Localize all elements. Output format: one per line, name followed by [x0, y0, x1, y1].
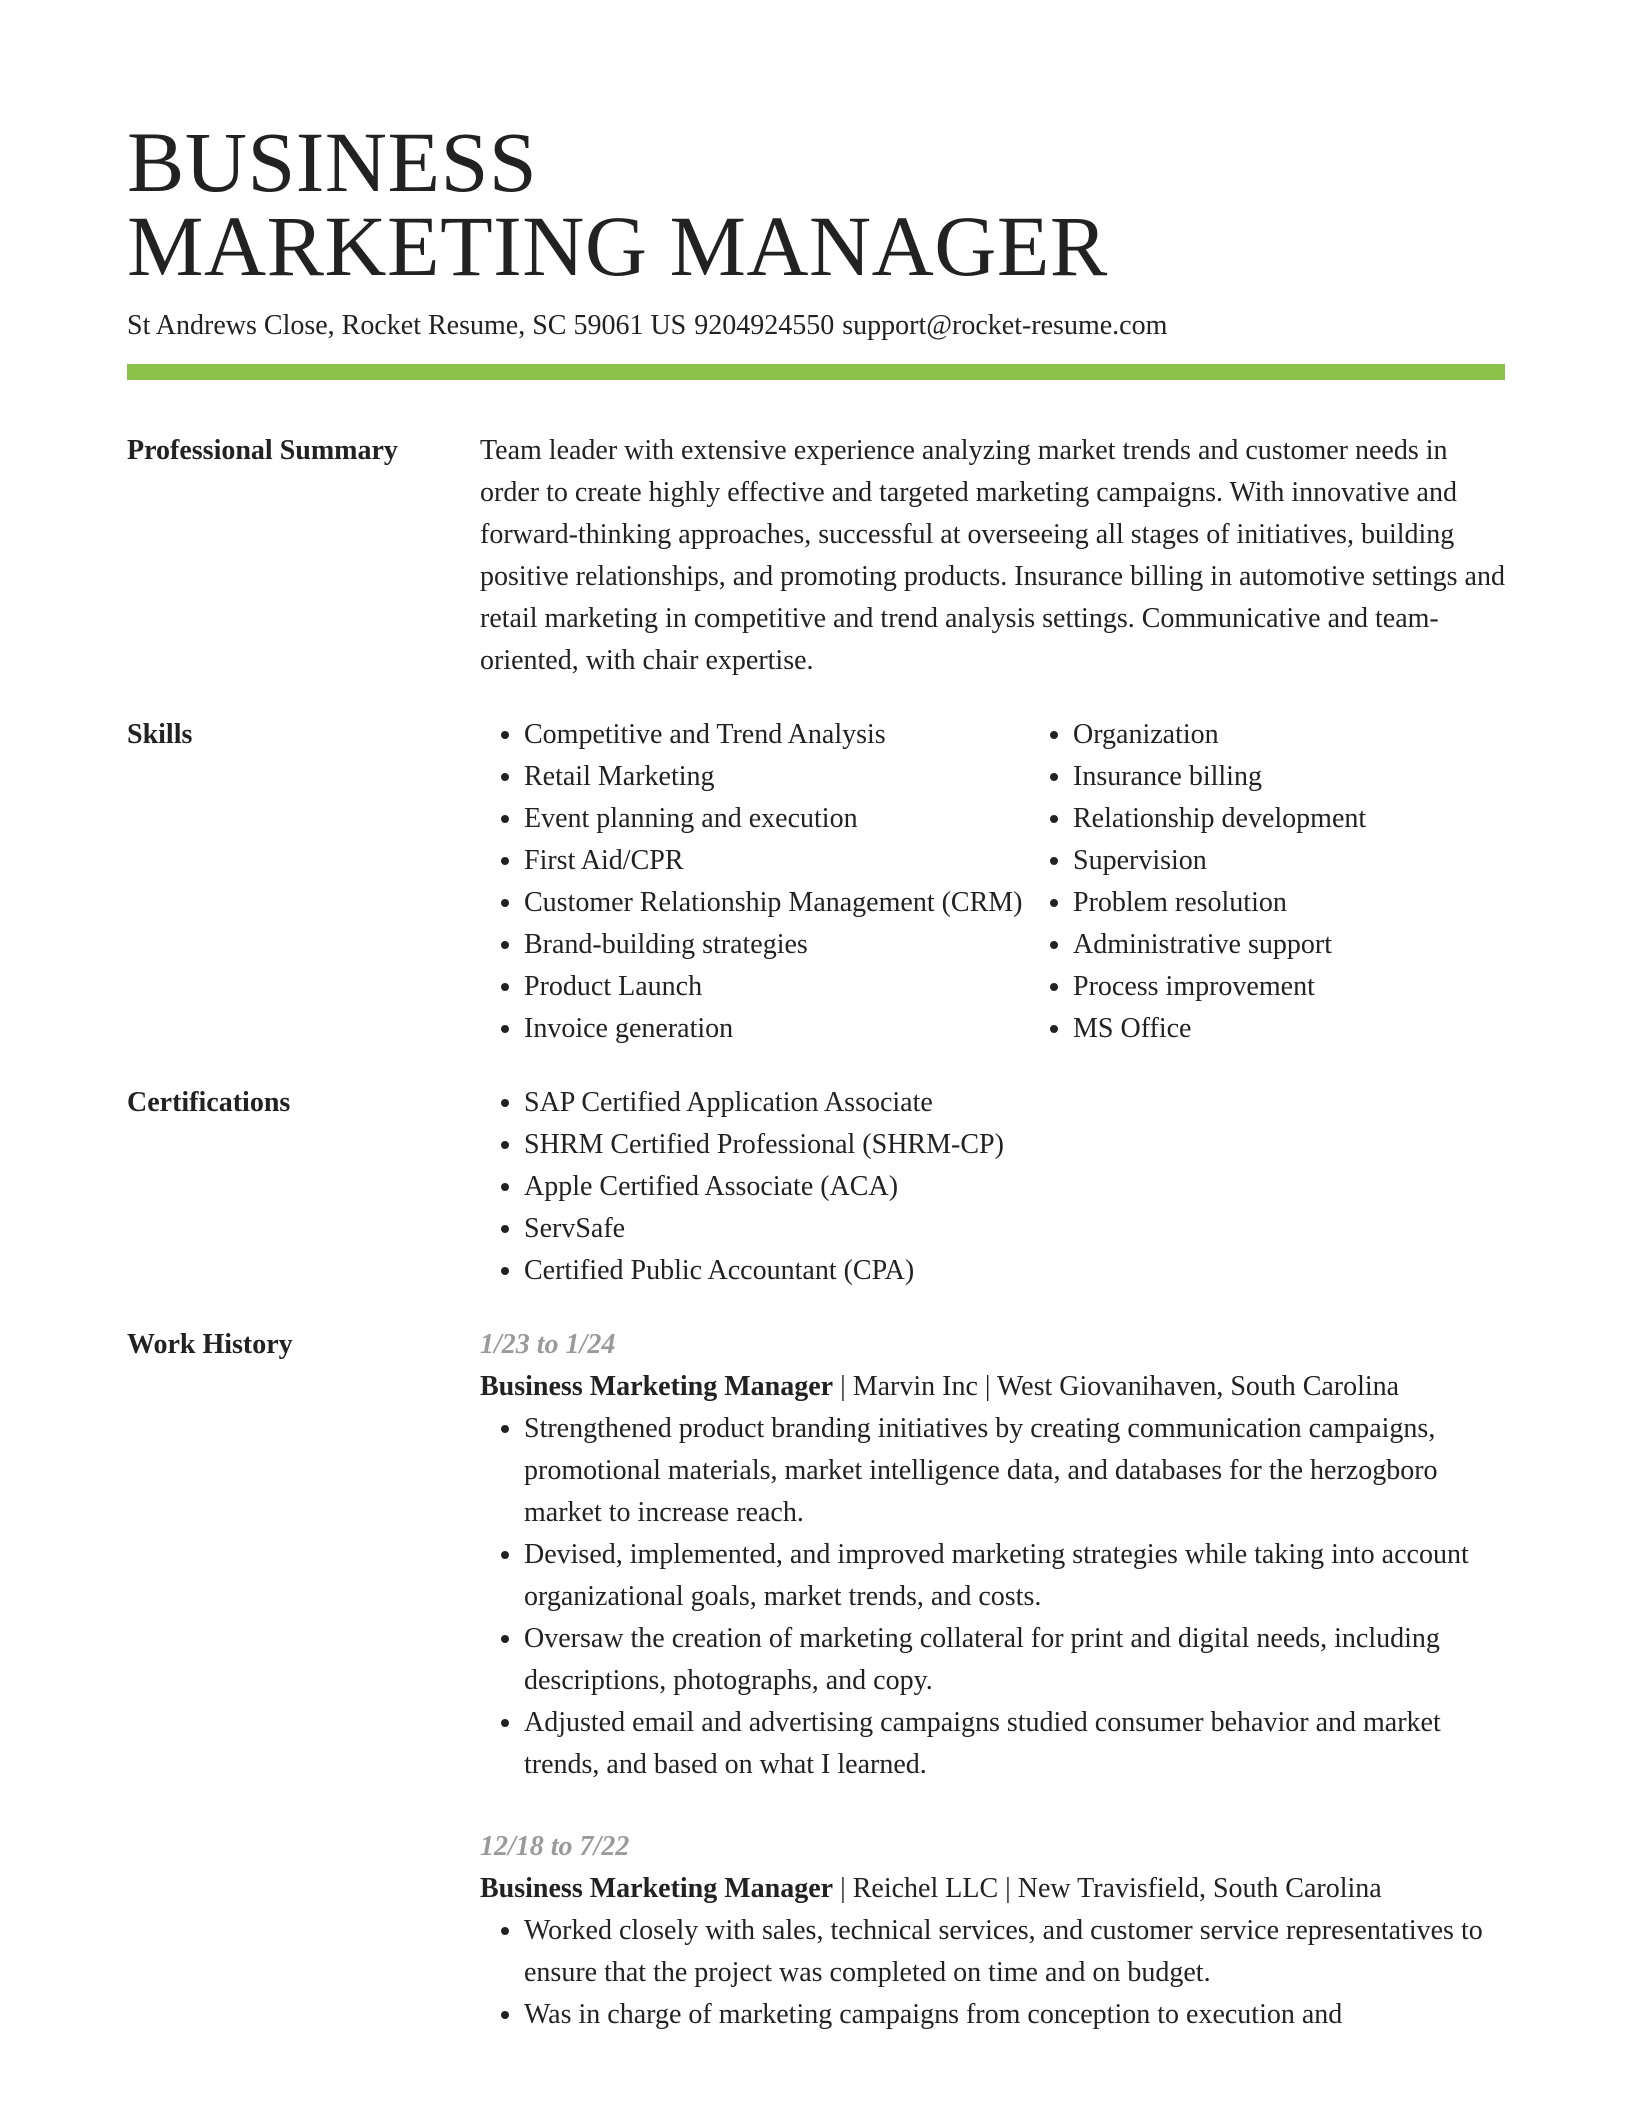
job-bullets [480, 1408, 1505, 1786]
certifications-body [480, 1082, 1505, 1292]
job-bullet: • Devised, implemented, and improved marketing strategies while taking into account organizational goals, market trends, and costs. [524, 1534, 1505, 1618]
certifications-section [127, 1082, 1505, 1292]
certification-item: • Apple Certified Associate (ACA) [524, 1166, 1505, 1208]
certification-item: • Certified Public Accountant (CPA) [524, 1250, 1505, 1292]
section-label-certifications: Certifications [127, 1087, 291, 1118]
skill-item: • Competitive and Trend Analysis [524, 714, 1029, 756]
certification-item: • SAP Certified Application Associate [524, 1082, 1505, 1124]
job-title-line [480, 1366, 1505, 1408]
contact-info [127, 308, 1505, 344]
skill-item: • Customer Relationship Management (CRM) [524, 882, 1029, 924]
summary-section [127, 430, 1505, 682]
skills-body [480, 714, 1505, 1050]
section-label-summary: Professional Summary [127, 435, 398, 466]
job-entry [480, 1324, 1505, 1786]
section-label-skills: Skills [127, 719, 193, 750]
name-line-2: MARKETING MANAGER [127, 198, 1108, 294]
resume-page [127, 114, 1505, 2076]
skill-item: • Insurance billing [1073, 756, 1505, 798]
address: St Andrews Close, Rocket Resume, SC 59061 US [127, 310, 687, 341]
job-bullets [480, 1910, 1505, 2036]
skill-item: • MS Office [1073, 1008, 1505, 1050]
summary-text: Team leader with extensive experience analyzing market trends and customer needs in order to create highly effective and targeted marketing campaigns. With innovative and forward-thinking approaches, successful at overseeing all stages of initiatives, building positive relationships, and promoting products. Insurance billing in automotive settings and retail marketing in competitive and trend analysis settings. Communicative and team-oriented, with chair expertise. [480, 435, 1505, 676]
email: support@rocket-resume.com [842, 310, 1168, 341]
section-label-work-history: Work History [127, 1329, 293, 1360]
job-bullet: • Worked closely with sales, technical services, and customer service representatives to ensure that the project was completed on time and on budget. [524, 1910, 1505, 1994]
job-dates: 1/23 to 1/24 [480, 1329, 616, 1360]
skill-item: • Supervision [1073, 840, 1505, 882]
skill-item: • Process improvement [1073, 966, 1505, 1008]
certification-item: • ServSafe [524, 1208, 1505, 1250]
skill-item: • Invoice generation [524, 1008, 1029, 1050]
skill-item: • Organization [1073, 714, 1505, 756]
work-history-section [127, 1324, 1505, 2076]
skill-item: • Brand-building strategies [524, 924, 1029, 966]
skill-item: • First Aid/CPR [524, 840, 1029, 882]
job-bullet: • Adjusted email and advertising campaigns studied consumer behavior and market trends, and based on what I learned. [524, 1702, 1505, 1786]
name-line-1: BUSINESS [127, 114, 538, 210]
certification-item: • SHRM Certified Professional (SHRM-CP) [524, 1124, 1505, 1166]
job-dates: 12/18 to 7/22 [480, 1831, 630, 1862]
skill-item: • Administrative support [1073, 924, 1505, 966]
skills-list-left [480, 714, 1029, 1050]
job-bullet: • Strengthened product branding initiatives by creating communication campaigns, promotional materials, market intelligence data, and databases for the herzogboro market to increase reach. [524, 1408, 1505, 1534]
job-bullet: • Oversaw the creation of marketing collateral for print and digital needs, including descriptions, photographs, and copy. [524, 1618, 1505, 1702]
job-title-line [480, 1868, 1505, 1910]
skill-item: • Event planning and execution [524, 798, 1029, 840]
job-company-location: | Marvin Inc | West Giovanihaven, South Carolina [833, 1371, 1400, 1402]
job-title: Business Marketing Manager [480, 1873, 834, 1904]
summary-body [480, 430, 1505, 682]
skill-item: • Product Launch [524, 966, 1029, 1008]
resume-name [127, 114, 1505, 294]
skills-list-right [1029, 714, 1505, 1050]
job-company-location: | Reichel LLC | New Travisfield, South Carolina [833, 1873, 1382, 1904]
skill-item: • Relationship development [1073, 798, 1505, 840]
job-entry [480, 1826, 1505, 2036]
accent-divider [127, 364, 1505, 380]
skill-item: • Problem resolution [1073, 882, 1505, 924]
job-title: Business Marketing Manager [480, 1371, 834, 1402]
work-history-body [480, 1324, 1505, 2076]
phone: 9204924550 [694, 310, 835, 341]
skills-section [127, 714, 1505, 1050]
job-bullet: • Was in charge of marketing campaigns from conception to execution and [524, 1994, 1505, 2036]
skill-item: • Retail Marketing [524, 756, 1029, 798]
certifications-list [480, 1082, 1505, 1292]
